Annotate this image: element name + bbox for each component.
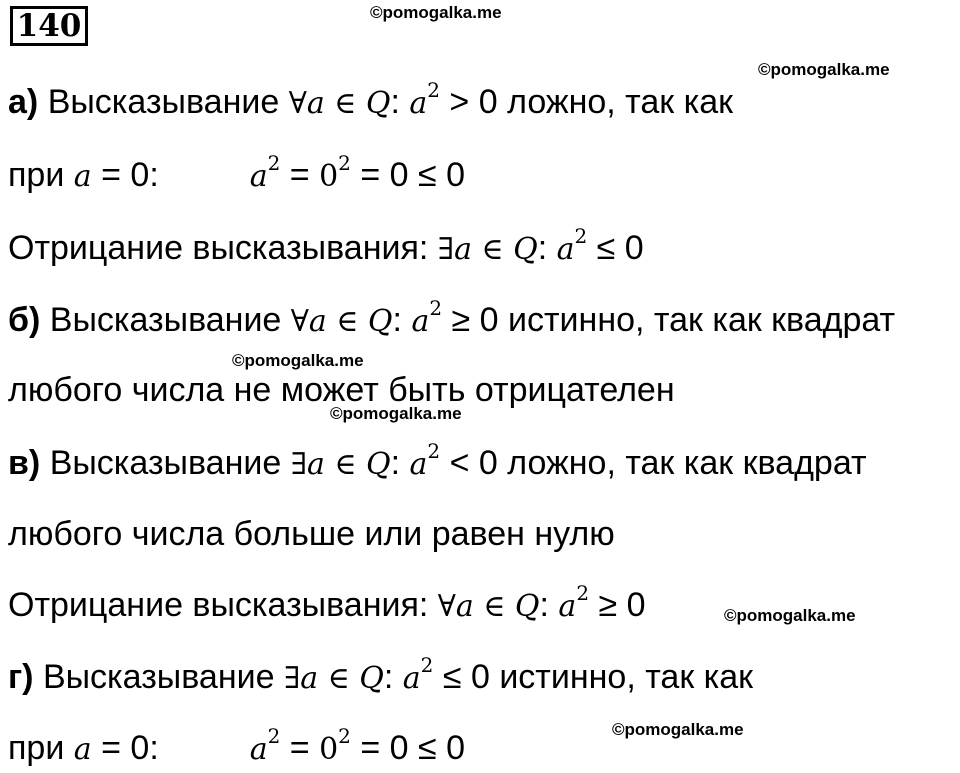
quantifier: ∃ [437,232,455,267]
item-label: а) [8,83,39,121]
check-calc: = 0 ≤ 0 [360,156,466,194]
statement-v: в) Высказывание ∃a ∈ Q: $a^2 < 0$ ложно, так как квадрат [8,439,867,482]
statement-v-cont: любого числа больше или равен нулю [8,515,615,553]
item-label: г) [8,658,34,696]
watermark: ©pomogalka.me [612,720,744,739]
verdict: ложно, так как [507,83,733,121]
predicate: ≤ 0 [596,229,644,267]
predicate: < 0 [449,444,498,482]
verdict: истинно, так как [499,658,754,696]
check-prefix: при [8,729,65,767]
quantifier: ∀ [290,304,309,339]
predicate: ≥ 0 [598,586,646,624]
verdict: истинно, так как квадрат [507,301,896,339]
negation-a: Отрицание высказывания: ∃a ∈ Q: $a^2 \le 0$ [8,224,644,267]
verdict: ложно, так как квадрат [507,444,867,482]
watermark: ©pomogalka.me [370,3,502,22]
word: Высказывание [47,83,280,121]
watermark: ©pomogalka.me [232,351,364,370]
predicate: > 0 [449,83,498,121]
watermark: ©pomogalka.me [330,404,462,423]
quantifier: ∃ [283,661,301,696]
check-a: при a = 0: $a^2 = 0^2 = 0 \le 0$ [8,151,466,194]
word: Высказывание [49,301,282,339]
predicate: ≤ 0 [442,658,490,696]
check-prefix: при [8,156,65,194]
check-calc: = 0 ≤ 0 [360,729,466,767]
statement-a: а) Высказывание ∀a ∈ Q: $a^2 > 0$ ложно, так как [8,78,733,121]
negation-label: Отрицание высказывания: [8,586,429,624]
word: Высказывание [49,444,282,482]
statement-b-cont: любого числа не может быть отрицателен [8,371,675,409]
negation-v: Отрицание высказывания: ∀a ∈ Q: $a^2 \ge 0$ [8,581,646,624]
word: Высказывание [42,658,275,696]
statement-g: г) Высказывание ∃a ∈ Q: $a^2 \le 0$ истинно, так как [8,653,754,696]
negation-label: Отрицание высказывания: [8,229,429,267]
item-label: в) [8,444,41,482]
quantifier: ∃ [290,447,307,482]
quantifier: ∀ [288,86,307,121]
problem-number: 140 [10,6,88,46]
watermark: ©pomogalka.me [758,60,890,79]
predicate: ≥ 0 [451,301,499,339]
item-label: б) [8,301,41,339]
watermark: ©pomogalka.me [724,606,856,625]
check-value: = 0: [101,729,159,767]
check-g: при a = 0: $a^2 = 0^2 = 0 \le 0$ [8,724,466,767]
quantifier: ∀ [437,589,456,624]
statement-b: б) Высказывание ∀a ∈ Q: $a^2 \ge 0$ истинно, так как квадрат [8,296,896,339]
check-value: = 0: [101,156,159,194]
